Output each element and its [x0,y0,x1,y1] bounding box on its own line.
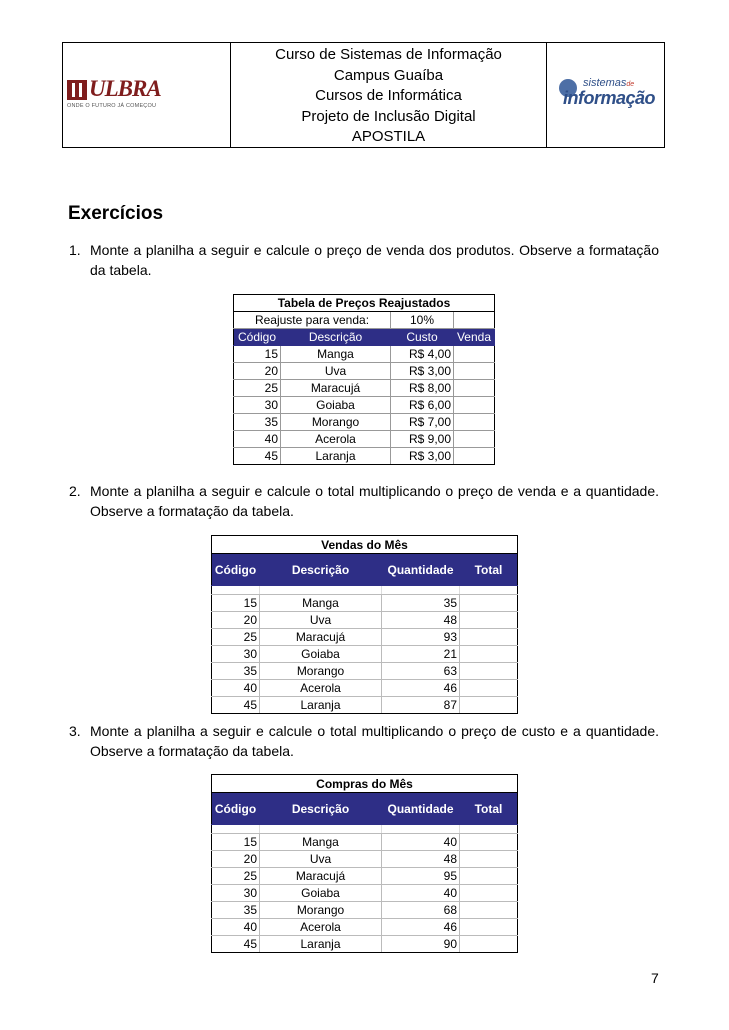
header-line-apostila: APOSTILA [351,128,426,145]
table3-title: Compras do Mês [212,775,518,793]
exercise-text: Monte a planilha a seguir e calcule o preço de venda dos produtos. Observe a formatação da tabela. [90,242,659,278]
sistemas-informacao-logo [546,43,664,147]
table-row: 35 Morango 63 [212,663,518,680]
page-number: 7 [651,970,659,986]
ulbra-logo-text: ULBRA [89,76,161,101]
empty-cell [454,312,495,329]
table-row: 30 Goiaba 40 [212,885,518,902]
table-row: 15 Manga 35 [212,595,518,612]
si-logo-bottom: informação [563,88,656,108]
ulbra-slogan: ONDE O FUTURO JÁ COMEÇOU [67,103,157,109]
table-precos-reajustados [233,294,495,465]
table-row: 20 Uva 48 [212,612,518,629]
table-row: 40 Acerola 46 [212,680,518,697]
table-row: 35 Morango R$ 7,00 [234,414,495,431]
si-logo-de: de [626,81,635,88]
exercise-number: 2. [69,483,81,499]
col-descricao: Descrição [260,554,382,586]
table-row: 25 Maracujá 95 [212,868,518,885]
table-row: 35 Morango 68 [212,902,518,919]
table2-title: Vendas do Mês [212,536,518,554]
col-custo: Custo [391,329,454,346]
exercise-2 [69,481,659,521]
col-codigo: Código [212,793,260,825]
table-row: 25 Maracujá 93 [212,629,518,646]
table1-title: Tabela de Preços Reajustados [234,295,495,312]
col-codigo: Código [212,554,260,586]
table-row: 30 Goiaba 21 [212,646,518,663]
exercise-3 [69,721,659,761]
col-quantidade: Quantidade [382,793,460,825]
col-total: Total [460,793,518,825]
document-header [62,42,665,148]
header-line-courses: Cursos de Informática [315,87,462,104]
table-row: 45 Laranja R$ 3,00 [234,448,495,465]
table-row: 15 Manga R$ 4,00 [234,346,495,363]
table-row: 15 Manga 40 [212,834,518,851]
table-row: 45 Laranja 90 [212,936,518,953]
col-total: Total [460,554,518,586]
header-title-block [231,43,546,147]
col-descricao: Descrição [260,793,382,825]
exercise-text: Monte a planilha a seguir e calcule o total multiplicando o preço de custo e a quantidade. Observe a formatação da tabela. [90,723,659,759]
table-row: 40 Acerola 46 [212,919,518,936]
header-line-campus: Campus Guaíba [333,66,444,84]
table-row: 40 Acerola R$ 9,00 [234,431,495,448]
table-compras-do-mes [211,774,518,953]
table-row: 25 Maracujá R$ 8,00 [234,380,495,397]
si-logo-top: sistemas [583,77,627,89]
table-vendas-do-mes [211,535,518,714]
table-row: 20 Uva R$ 3,00 [234,363,495,380]
col-codigo: Código [234,329,281,346]
table-row: 30 Goiaba R$ 6,00 [234,397,495,414]
reajuste-value: 10% [391,312,454,329]
header-line-project: Projeto de Inclusão Digital [301,107,476,125]
ulbra-logo [63,43,231,147]
table-row: 45 Laranja 87 [212,697,518,714]
col-descricao: Descrição [281,329,391,346]
exercise-number: 1. [69,242,81,258]
exercise-text: Monte a planilha a seguir e calcule o total multiplicando o preço de venda e a quantidade. Observe a formatação da tabela. [90,483,659,519]
exercise-1 [69,240,659,280]
col-venda: Venda [454,329,495,346]
table-row: 20 Uva 48 [212,851,518,868]
ulbra-emblem-icon [66,79,88,101]
col-quantidade: Quantidade [382,554,460,586]
header-line-course: Curso de Sistemas de Informação [275,46,502,63]
reajuste-label: Reajuste para venda: [234,312,391,329]
exercise-number: 3. [69,723,81,739]
section-title: Exercícios [68,203,164,224]
